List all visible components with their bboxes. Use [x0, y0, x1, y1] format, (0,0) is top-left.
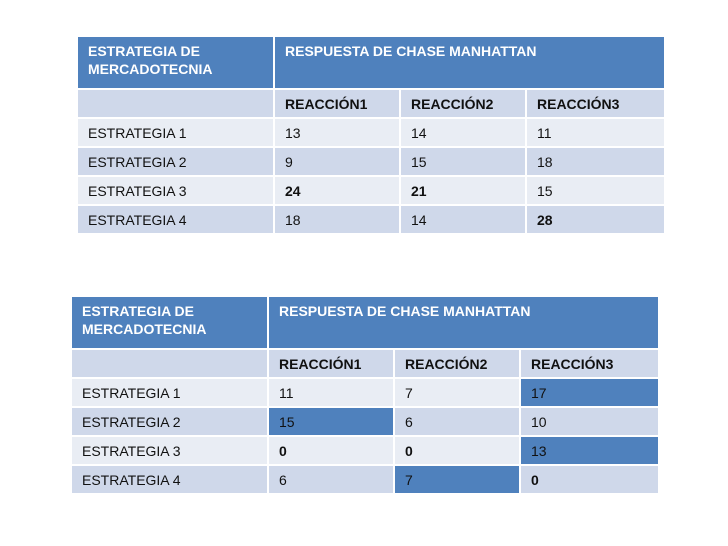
header-strategy: ESTRATEGIA DE MERCADOTECNIA	[71, 296, 268, 349]
highlighted-value-cell: 7	[394, 465, 520, 494]
reaction-header: REACCIÓN2	[400, 89, 526, 118]
header-strategy: ESTRATEGIA DE MERCADOTECNIA	[77, 36, 274, 89]
table-row	[77, 118, 665, 147]
value-cell: 11	[268, 378, 394, 407]
value-cell: 6	[268, 465, 394, 494]
table-row	[77, 147, 665, 176]
header-response: RESPUESTA DE CHASE MANHATTAN	[268, 296, 659, 349]
reaction-header: REACCIÓN1	[274, 89, 400, 118]
highlighted-value-cell: 15	[268, 407, 394, 436]
blank-cell	[71, 349, 268, 378]
highlighted-value-cell: 13	[520, 436, 659, 465]
value-cell: 15	[400, 147, 526, 176]
strategy-table-2	[70, 295, 660, 495]
row-label: ESTRATEGIA 2	[77, 147, 274, 176]
table-row	[71, 378, 659, 407]
value-cell: 15	[526, 176, 665, 205]
value-cell: 6	[394, 407, 520, 436]
value-cell: 10	[520, 407, 659, 436]
row-label: ESTRATEGIA 2	[71, 407, 268, 436]
row-label: ESTRATEGIA 1	[71, 378, 268, 407]
value-cell: 24	[274, 176, 400, 205]
value-cell: 14	[400, 205, 526, 234]
table-row	[71, 407, 659, 436]
value-cell: 18	[274, 205, 400, 234]
table-row	[77, 205, 665, 234]
value-cell: 28	[526, 205, 665, 234]
reaction-header: REACCIÓN3	[520, 349, 659, 378]
reaction-header: REACCIÓN3	[526, 89, 665, 118]
header-response: RESPUESTA DE CHASE MANHATTAN	[274, 36, 665, 89]
value-cell: 11	[526, 118, 665, 147]
row-label: ESTRATEGIA 4	[71, 465, 268, 494]
row-label: ESTRATEGIA 1	[77, 118, 274, 147]
table-row	[71, 465, 659, 494]
blank-cell	[77, 89, 274, 118]
value-cell: 0	[394, 436, 520, 465]
value-cell: 18	[526, 147, 665, 176]
value-cell: 0	[268, 436, 394, 465]
row-label: ESTRATEGIA 3	[71, 436, 268, 465]
value-cell: 0	[520, 465, 659, 494]
row-label: ESTRATEGIA 3	[77, 176, 274, 205]
reaction-header: REACCIÓN1	[268, 349, 394, 378]
strategy-table-1	[76, 35, 666, 235]
value-cell: 7	[394, 378, 520, 407]
reaction-header: REACCIÓN2	[394, 349, 520, 378]
value-cell: 13	[274, 118, 400, 147]
value-cell: 21	[400, 176, 526, 205]
value-cell: 14	[400, 118, 526, 147]
table-row	[71, 436, 659, 465]
row-label: ESTRATEGIA 4	[77, 205, 274, 234]
highlighted-value-cell: 17	[520, 378, 659, 407]
value-cell: 9	[274, 147, 400, 176]
table-row	[77, 176, 665, 205]
